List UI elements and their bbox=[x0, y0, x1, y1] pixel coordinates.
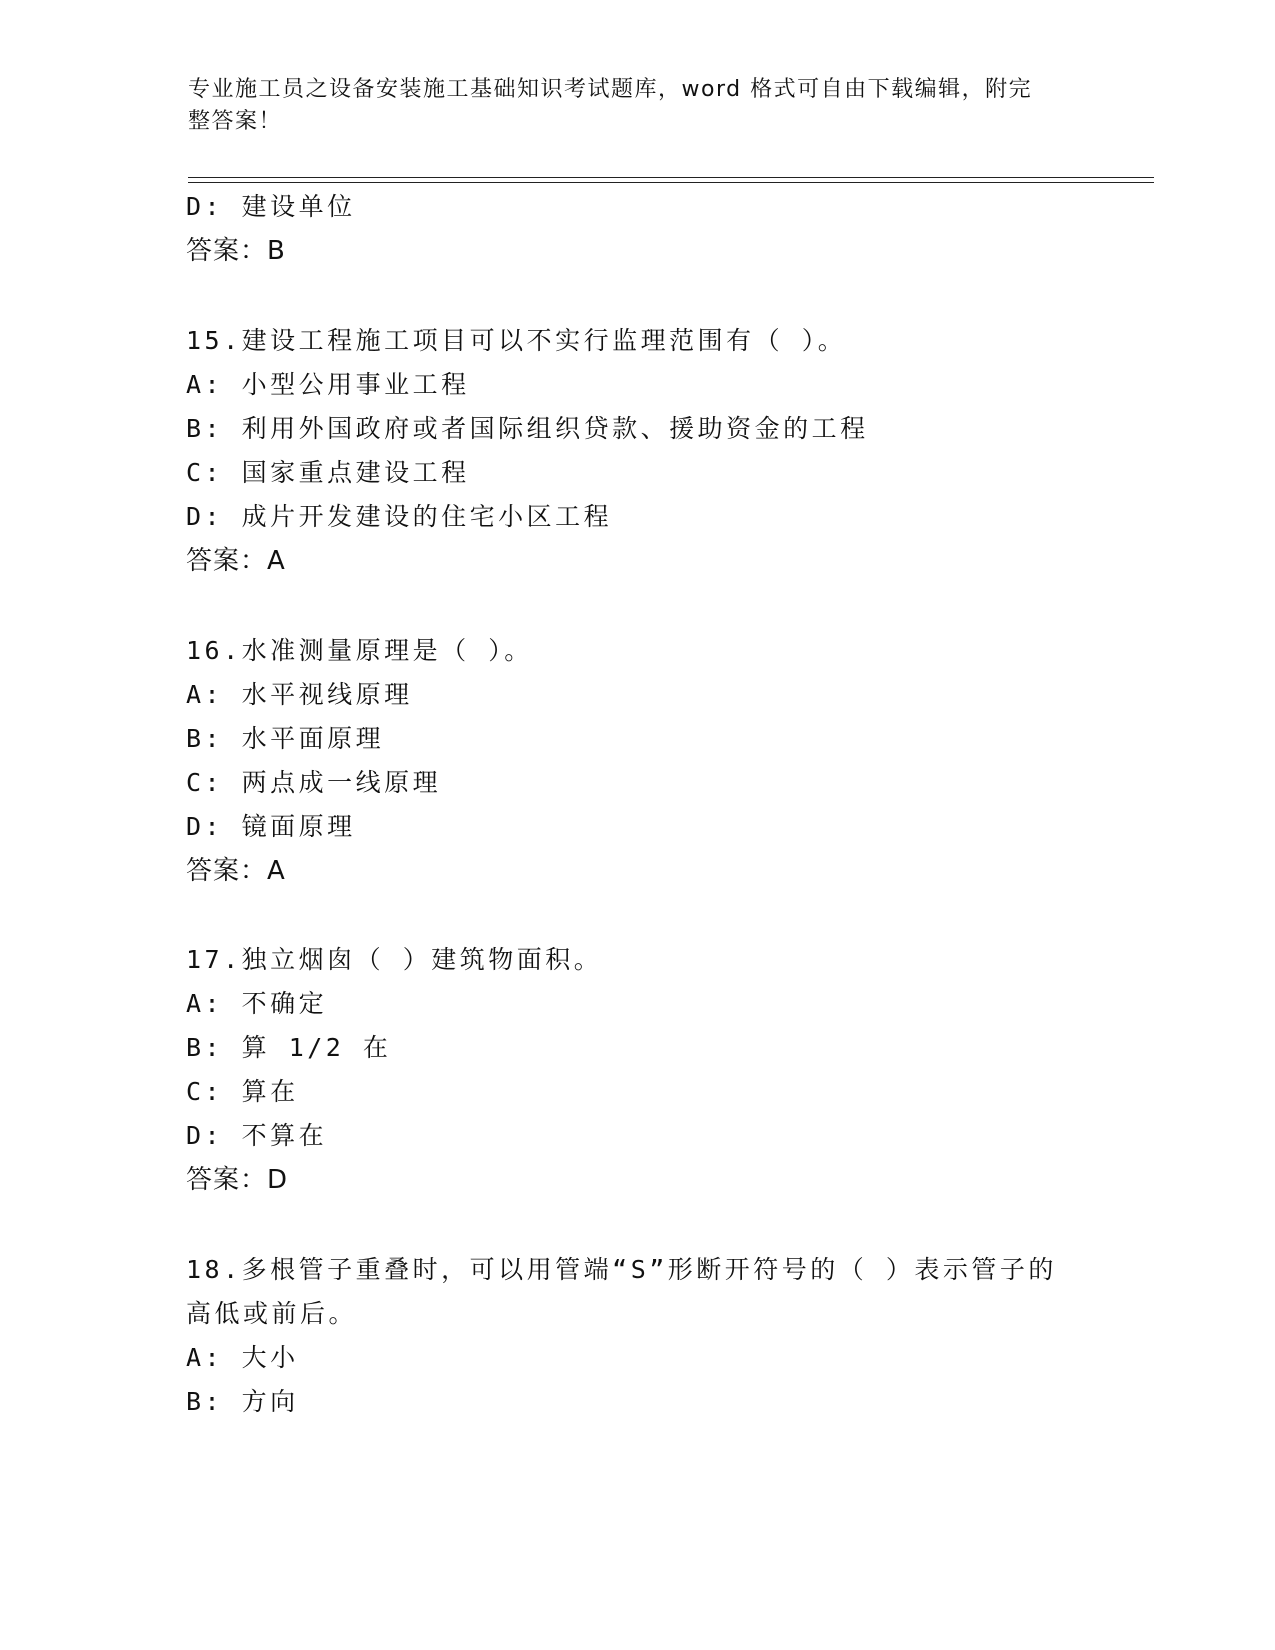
header-line-1: 专业施工员之设备安装施工基础知识考试题库，word 格式可自由下载编辑，附完 bbox=[188, 77, 1033, 102]
question-17-option-d: D: 不算在 bbox=[186, 1121, 328, 1150]
prev-option-d: D: 建设单位 bbox=[186, 192, 356, 221]
question-18-title-line-1: 18.多根管子重叠时，可以用管端“S”形断开符号的（ ）表示管子的 bbox=[186, 1255, 1057, 1284]
question-15-option-a: A: 小型公用事业工程 bbox=[186, 370, 470, 399]
question-15-option-c: C: 国家重点建设工程 bbox=[186, 458, 470, 487]
header-divider-bottom bbox=[188, 182, 1154, 183]
question-17-option-c: C: 算在 bbox=[186, 1077, 299, 1106]
question-16-option-c: C: 两点成一线原理 bbox=[186, 768, 442, 797]
document-header bbox=[188, 74, 1068, 138]
question-17-option-a: A: 不确定 bbox=[186, 989, 328, 1018]
question-16-title: 16.水准测量原理是（ ）。 bbox=[186, 636, 533, 665]
question-15-option-d: D: 成片开发建设的住宅小区工程 bbox=[186, 502, 613, 531]
question-18-title-line-2: 高低或前后。 bbox=[186, 1299, 358, 1328]
question-17-title: 17.独立烟囱（ ）建筑物面积。 bbox=[186, 945, 603, 974]
question-16-option-a: A: 水平视线原理 bbox=[186, 680, 413, 709]
question-18-option-b: B: 方向 bbox=[186, 1387, 299, 1416]
question-15-option-b: B: 利用外国政府或者国际组织贷款、援助资金的工程 bbox=[186, 414, 869, 443]
question-15-title: 15.建设工程施工项目可以不实行监理范围有（ ）。 bbox=[186, 326, 847, 355]
question-17-option-b: B: 算 1/2 在 bbox=[186, 1033, 392, 1062]
question-16-option-d: D: 镜面原理 bbox=[186, 812, 356, 841]
prev-answer: 答案：B bbox=[186, 236, 286, 266]
question-16-option-b: B: 水平面原理 bbox=[186, 724, 385, 753]
question-16-answer: 答案：A bbox=[186, 856, 286, 886]
question-17-answer: 答案：D bbox=[186, 1165, 289, 1195]
question-15-answer: 答案：A bbox=[186, 546, 286, 576]
question-18-option-a: A: 大小 bbox=[186, 1343, 299, 1372]
header-divider-top bbox=[188, 177, 1154, 178]
header-line-2: 整答案！ bbox=[188, 109, 283, 134]
